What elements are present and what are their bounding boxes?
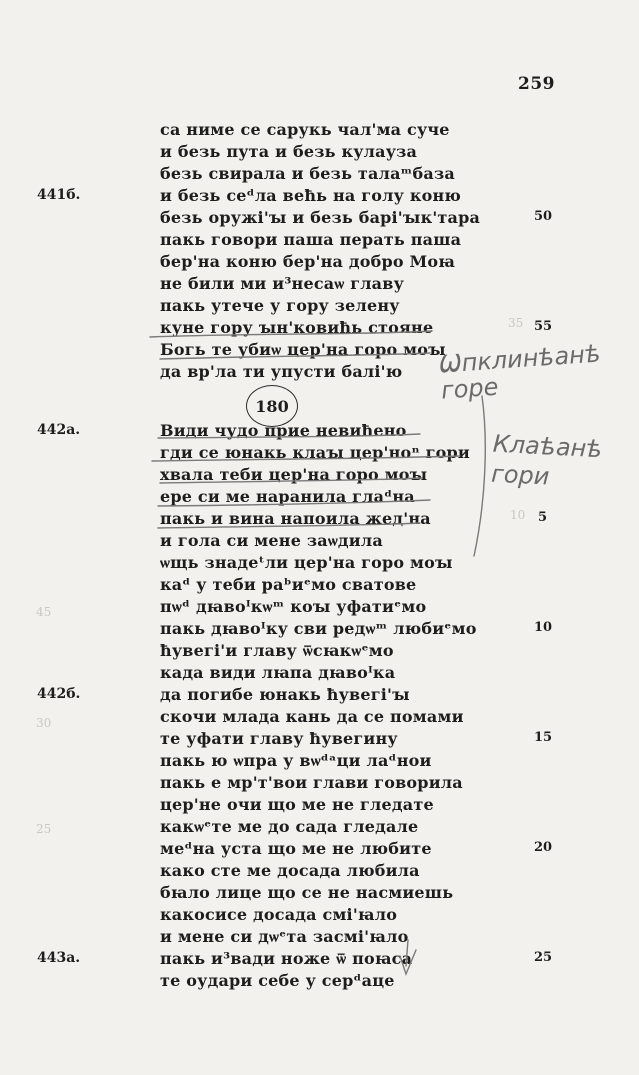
show-through-text: 30 [36, 716, 52, 730]
verse-line: бꙗло лице що се не насмиешь [160, 883, 454, 902]
verse-line: пакь говори паша перать паша [160, 230, 462, 249]
verse-line: да вр'ла ти упусти балі'ю [160, 362, 403, 381]
verse-line: куне гору ꙑн'ковиħь стоянe [160, 318, 434, 337]
poem-number: 180 [246, 385, 298, 427]
margin-ref: 441б. [37, 187, 81, 203]
underline-mark [158, 434, 420, 438]
verse-line: меᵈна уста що ме не любите [160, 839, 432, 858]
verse-line: када види лꙗпа дꙗвоᴵка [160, 663, 396, 682]
verse-line: пакь и³вади ноже ѿ поꙗса [160, 949, 413, 968]
verse-line: пакь и вина напоила жед'на [160, 509, 431, 528]
verse-line: и безь сеᵈла веħь на голу коню [160, 186, 461, 205]
verse-line: ѡщь знадеᵗли цер'на горо моꙑ [160, 553, 453, 572]
show-through-text: 45 [36, 605, 52, 619]
verse-line: Богь те убиѡ цер'на горо моꙑ [160, 340, 446, 359]
verse-line: бер'на коню бер'на добро Моꙗ [160, 252, 456, 271]
verse-line: како сте ме досада любила [160, 861, 420, 880]
verse-line: и гола си мене заѡдила [160, 531, 383, 550]
verse-line: безь оружі'ꙑ и безь барі'ꙑк'тара [160, 208, 481, 227]
show-through-text: 35 [508, 316, 524, 330]
page-number: 259 [518, 74, 555, 94]
verse-line: цер'не очи що ме не гледате [160, 795, 434, 814]
pencil-annotation: Клаѣанѣ гори [490, 429, 604, 491]
show-through-text: 10 [510, 508, 526, 522]
underline-mark [158, 523, 420, 528]
verse-line: пакь е мр'т'вои глави говорила [160, 773, 463, 792]
verse-line: те оудари себе у серᵈаце [160, 971, 395, 990]
show-through-text: 25 [36, 822, 52, 836]
verse-line: каᵈ у теби раᵇиᵉмо сватове [160, 575, 417, 594]
margin-ref: 443а. [37, 950, 81, 966]
arrow-mark [400, 940, 416, 974]
margin-ref: 442б. [37, 686, 81, 702]
verse-line: са ниме се сарукь чал'ма суче [160, 120, 450, 139]
verse-line: скочи млада кань да се помами [160, 707, 464, 726]
verse-line: пакь утече у гору зелену [160, 296, 400, 315]
verse-line: хвала теби цер'на горо моꙑ [160, 465, 428, 484]
underline-mark [160, 353, 430, 359]
line-number: 55 [534, 319, 553, 334]
underline-mark [150, 331, 432, 337]
verse-line: Види чудо прие невиħено [160, 421, 407, 440]
line-number: 10 [534, 620, 553, 635]
verse-line: ħувегі'и главу ѿсꙗкѡᵉмо [160, 641, 394, 660]
line-number: 25 [534, 950, 553, 965]
verse-line: те уфати главу ħувегину [160, 729, 398, 748]
verse-line: гди се юнакь клаꙑ цер'ноⁿ гори [160, 443, 470, 462]
verse-line: пѡᵈ дꙗвоᴵкѡᵐ коꙑ уфатиᵉмо [160, 597, 427, 616]
verse-line: пакь ю ѡпра у вѡᵈᵃци лаᵈнои [160, 751, 432, 770]
verse-line: не били ми и³несаѡ главу [160, 274, 405, 293]
line-number: 5 [538, 510, 548, 525]
verse-line: и безь пута и безь кулауза [160, 142, 418, 161]
pencil-annotation: Ѡпклинѣанѣ горе [438, 339, 602, 405]
verse-line: какосисе досада смі'ꙗло [160, 905, 398, 924]
verse-line: и мене си дѡᵉта засмі'ꙗло [160, 927, 409, 946]
verse-line: пакь дꙗвоᴵку сви редѡᵐ любиᵉмо [160, 619, 477, 638]
verse-line: да погибе юнакь ħувегі'ꙑ [160, 685, 410, 704]
verse-line: безь свирала и безь талаᵐбаза [160, 164, 455, 183]
margin-ref: 442а. [37, 422, 81, 438]
verse-line: какѡᵉте ме до сада гледале [160, 817, 419, 836]
line-number: 20 [534, 840, 553, 855]
verse-line: ере си ме наранила глаᵈна [160, 487, 415, 506]
underline-mark [160, 478, 422, 483]
line-number: 50 [534, 209, 553, 224]
underline-mark [158, 500, 430, 506]
bracket-mark [474, 396, 485, 556]
line-number: 15 [534, 730, 553, 745]
underline-mark [152, 456, 460, 461]
